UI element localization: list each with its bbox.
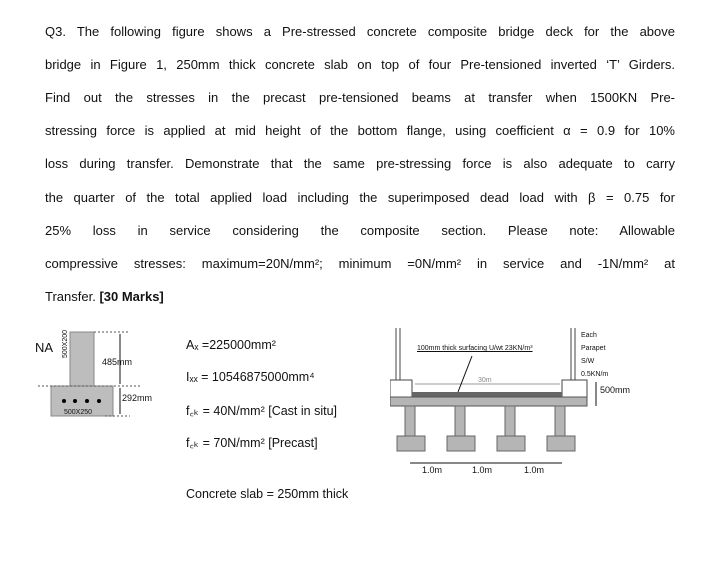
spacing-label: 1.0m (472, 465, 493, 475)
question-line: loss during transfer. Demonstrate that the same pre-stressing force is also adequate to carry (45, 156, 675, 172)
span-label: 30m (478, 377, 492, 384)
parapet-line: 0.5KN/m (581, 371, 609, 378)
parapet-label (581, 329, 608, 381)
question-line: Find out the stresses in the precast pre-tensioned beams at transfer when 1500KN Pre- (45, 90, 675, 106)
parapet-line: Each (581, 332, 597, 339)
bottom-dimension: 292mm (122, 393, 153, 403)
inertia-property: Iₓₓ = 10546875000mm⁴ (186, 370, 315, 384)
question-line: stressing force is applied at mid height of the bottom flange, using coefficient α = 0.9 for 10% (45, 123, 675, 139)
top-dimension: 485mm (102, 357, 133, 367)
depth-label: 500mm (600, 385, 631, 395)
surfacing-label: 100mm thick surfacing U/wt 23KN/m³ (417, 345, 533, 352)
question-line: the quarter of the total applied load including the superimposed dead load with β = 0.75 for (45, 189, 675, 205)
parapet-line: Parapet (581, 345, 606, 352)
flange-label: 500X250 (64, 409, 93, 416)
question-line: 25% loss in service considering the composite section. Please note: Allowable (45, 222, 675, 238)
last-line-text: Transfer. (45, 289, 96, 304)
fck-precast-property: f꜀ₖ = 70N/mm² [Precast] (186, 436, 318, 450)
parapet-line: S/W (581, 358, 595, 365)
question-line: bridge in Figure 1, 250mm thick concrete slab on top of four Pre-tensioned inverted ‘T’ Girders. (45, 57, 675, 73)
spacing-label: 1.0m (422, 465, 443, 475)
marks: [30 Marks] (99, 289, 164, 304)
web-label: 500X200 (62, 329, 69, 358)
question-line: compressive stresses: maximum=20N/mm²; minimum =0N/mm² in service and -1N/mm² at (45, 255, 675, 271)
spacing-label: 1.0m (524, 465, 545, 475)
slab-note: Concrete slab = 250mm thick (186, 487, 349, 501)
fck-insitu-property: f꜀ₖ = 40N/mm² [Cast in situ] (186, 404, 338, 418)
question-last-line (45, 289, 164, 304)
question-line: Q3. The following figure shows a Pre-stressed concrete composite bridge deck for the above (45, 24, 675, 39)
area-property: Aₓ =225000mm² (186, 338, 276, 352)
neutral-axis-label: NA (35, 340, 54, 355)
